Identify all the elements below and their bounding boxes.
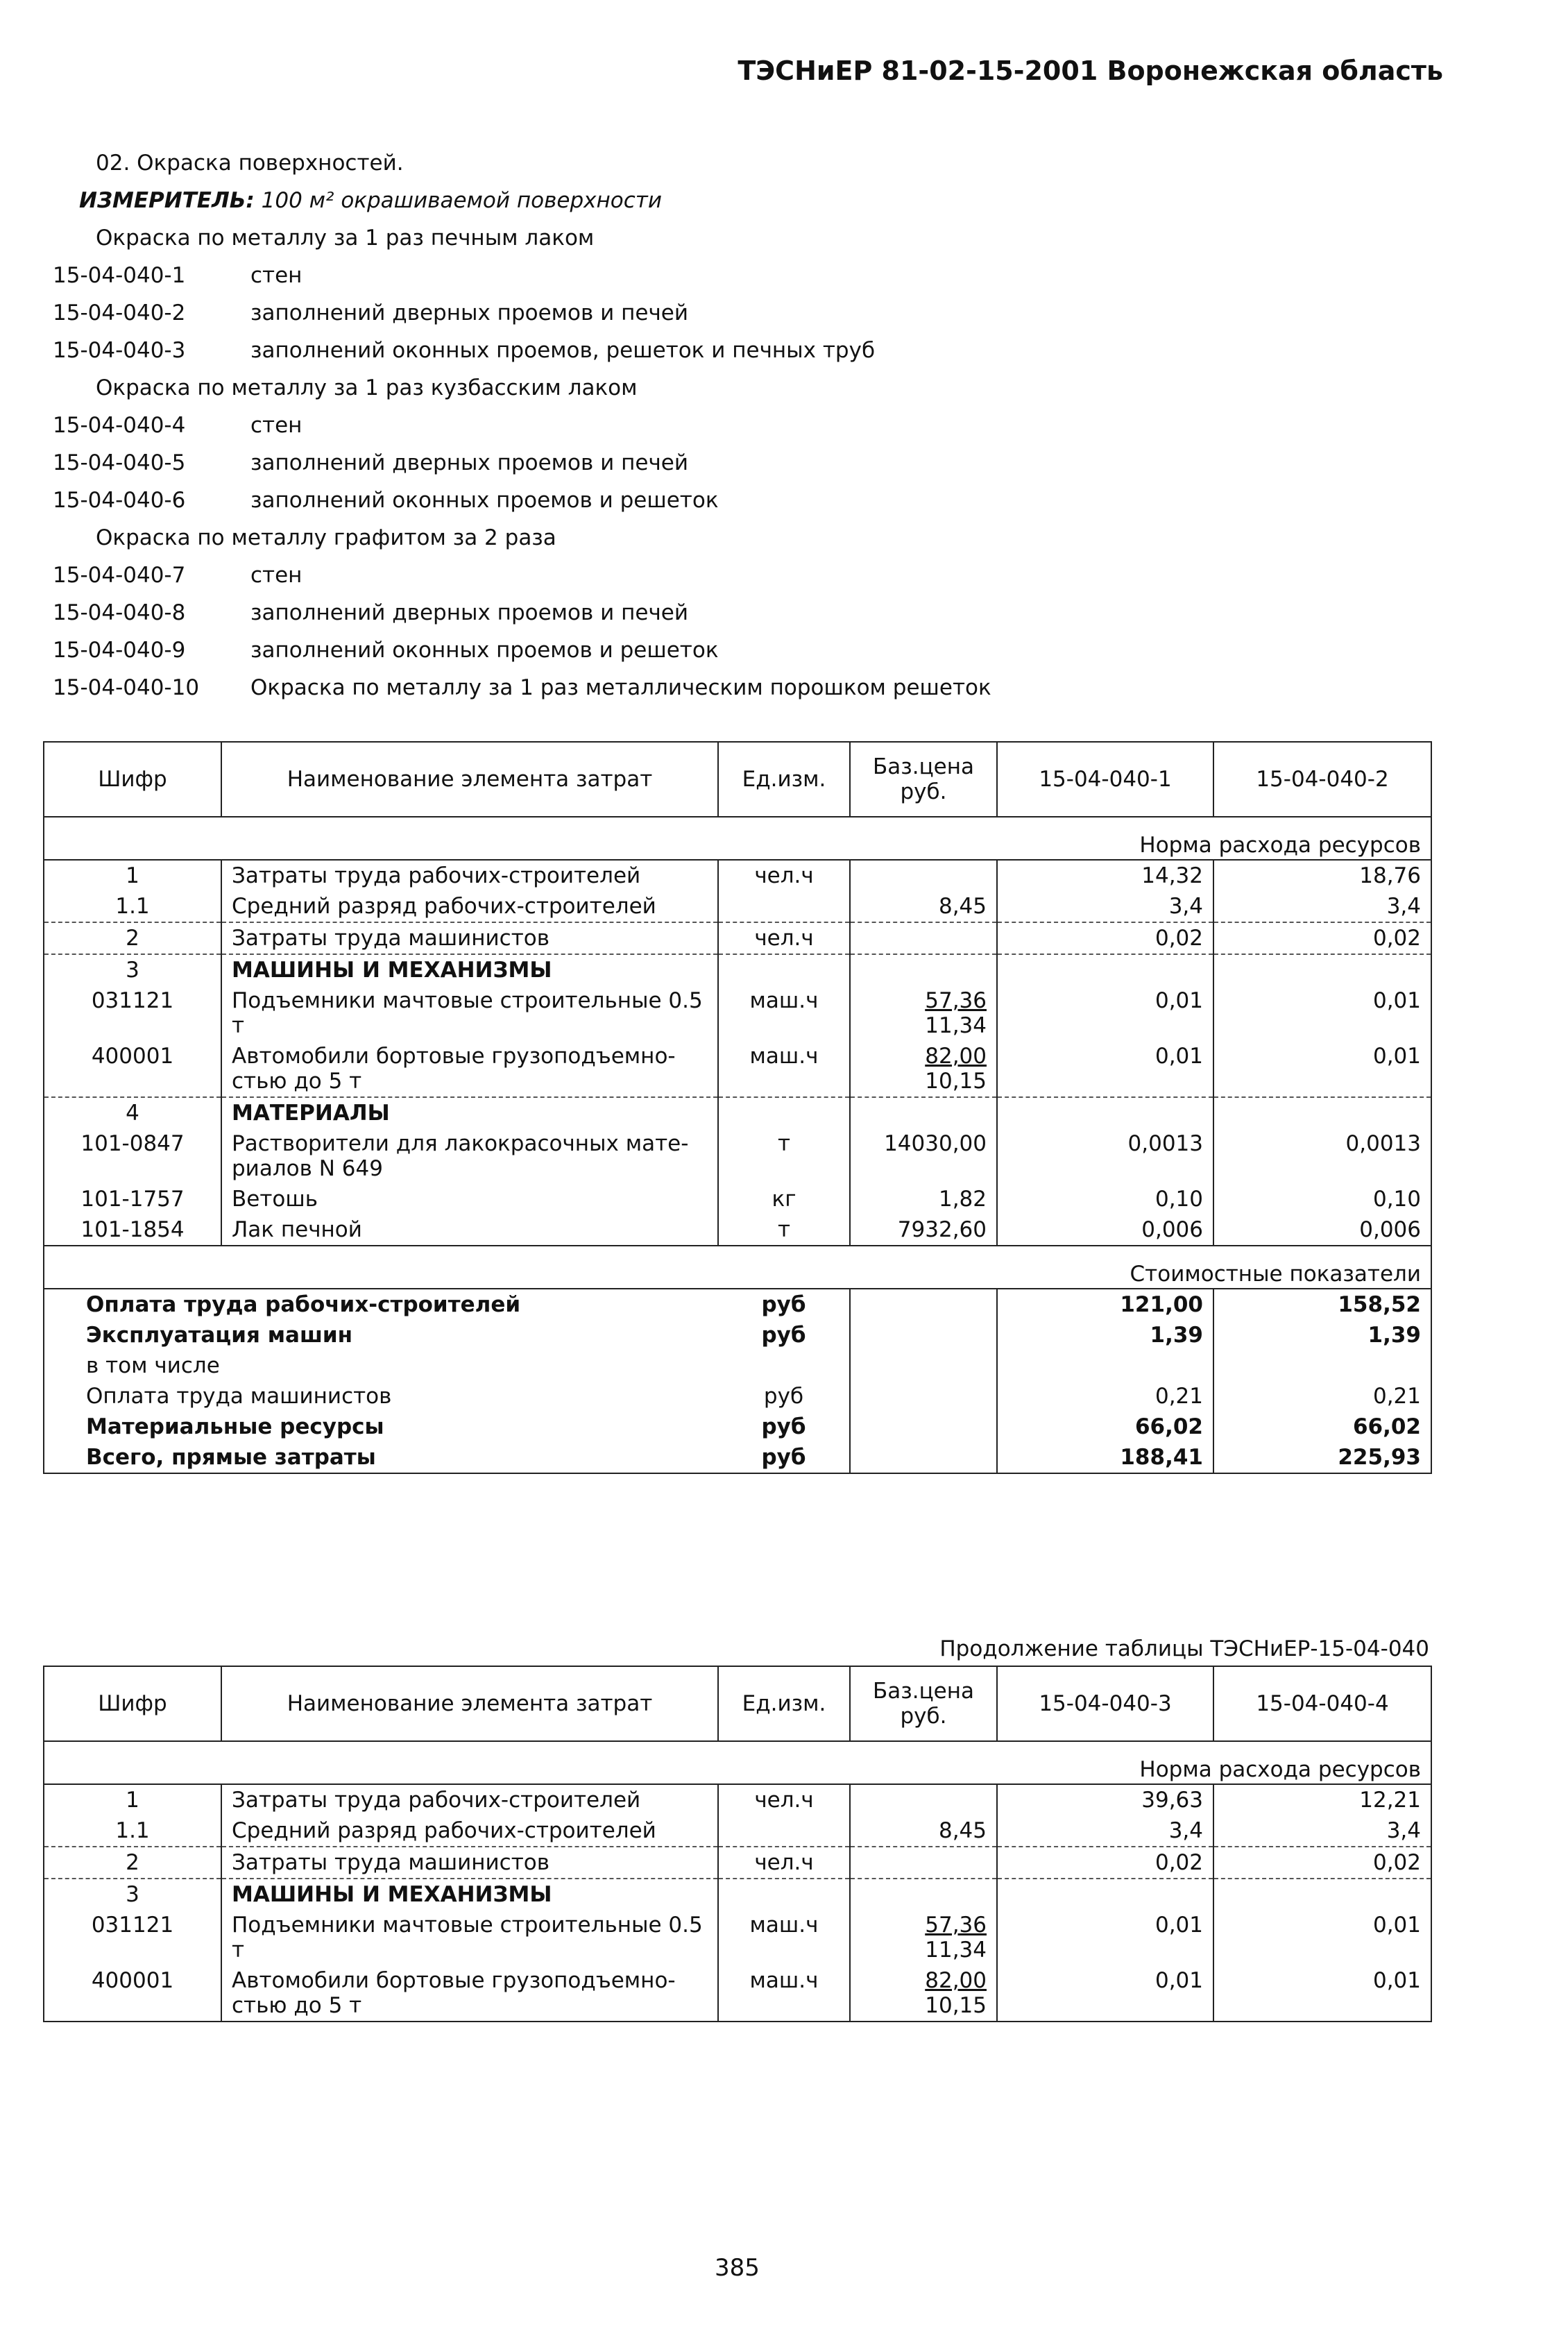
cell-value-1: 14,32: [997, 860, 1213, 891]
group-title: Окраска по металлу за 1 раз кузбасским лаком: [96, 375, 638, 400]
cell-value-2: 0,10: [1213, 1184, 1431, 1214]
cell-name: Подъемники мачтовые строительные 0.5 т: [221, 1910, 718, 1965]
cell-unit: чел.ч: [718, 860, 850, 891]
cell-value-2: [1213, 1097, 1431, 1128]
col-header-1: 15-04-040-1: [997, 742, 1213, 817]
item-code: 15-04-040-8: [53, 600, 186, 625]
cell-unit: т: [718, 1214, 850, 1246]
cost-row: [44, 1381, 1431, 1412]
list-item: [53, 482, 991, 519]
cell-code: 101-1757: [44, 1184, 221, 1214]
cost-unit: руб: [718, 1412, 850, 1442]
item-code: 15-04-040-3: [53, 338, 186, 363]
group-title: Окраска по металлу за 1 раз печным лаком: [96, 226, 595, 251]
norms-table-1: [43, 741, 1432, 1474]
price-sub: 10,15: [925, 1069, 987, 1094]
cost-name: Оплата труда машинистов: [44, 1381, 718, 1412]
cell-value-2: 0,01: [1213, 1041, 1431, 1097]
cell-code: 1: [44, 1784, 221, 1815]
cell-unit: [718, 1879, 850, 1910]
col-header-code: Шифр: [44, 742, 221, 817]
cell-price: [850, 1910, 997, 1965]
cell-value-2: 0,02: [1213, 922, 1431, 954]
cell-price: [850, 860, 997, 891]
col-header-unit: Ед.изм.: [718, 1666, 850, 1741]
cell-price: [850, 954, 997, 985]
measure-line: [53, 182, 991, 219]
cost-unit: руб: [718, 1320, 850, 1350]
cost-value-2: 225,93: [1213, 1442, 1431, 1473]
page-number: 385: [715, 2254, 760, 2282]
cell-code: 101-1854: [44, 1214, 221, 1246]
list-item: [53, 669, 991, 706]
cell-unit: [718, 954, 850, 985]
cost-value-1: 121,00: [997, 1289, 1213, 1320]
table-row: [44, 1910, 1431, 1965]
item-code: 15-04-040-10: [53, 675, 200, 700]
cell-price: 14030,00: [850, 1128, 997, 1184]
item-code: 15-04-040-4: [53, 413, 186, 438]
col-header-code: Шифр: [44, 1666, 221, 1741]
price-main: 57,36: [925, 988, 987, 1013]
list-item: [53, 294, 991, 332]
item-name: заполнений оконных проемов и решеток: [250, 488, 719, 513]
cost-name: Материальные ресурсы: [44, 1412, 718, 1442]
table-row: [44, 1965, 1431, 2022]
cost-name: Всего, прямые затраты: [44, 1442, 718, 1473]
price-main: 57,36: [925, 1913, 987, 1938]
cell-value-2: 0,0013: [1213, 1128, 1431, 1184]
page-header: ТЭСНиЕР 81-02-15-2001 Воронежская область: [738, 56, 1443, 86]
col-header-price: Баз.цена руб.: [850, 742, 997, 817]
cost-price: [850, 1442, 997, 1473]
intro-block: [53, 144, 991, 706]
cell-unit: маш.ч: [718, 1910, 850, 1965]
cell-unit: чел.ч: [718, 922, 850, 954]
table-row: [44, 922, 1431, 954]
item-code: 15-04-040-7: [53, 563, 186, 588]
cell-code: 400001: [44, 1965, 221, 2022]
item-code: 15-04-040-5: [53, 450, 186, 475]
cell-value-2: 0,01: [1213, 985, 1431, 1041]
cell-value-1: [997, 1097, 1213, 1128]
price-main: 82,00: [925, 1044, 987, 1069]
cost-name: Оплата труда рабочих-строителей: [44, 1289, 718, 1320]
cost-price: [850, 1381, 997, 1412]
cost-price: [850, 1320, 997, 1350]
cost-row: [44, 1412, 1431, 1442]
cell-value-2: [1213, 954, 1431, 985]
cell-value-2: 18,76: [1213, 860, 1431, 891]
table-row: [44, 954, 1431, 985]
cell-price: [850, 985, 997, 1041]
col-header-2: 15-04-040-4: [1213, 1666, 1431, 1741]
cell-unit: кг: [718, 1184, 850, 1214]
table-header-row: [44, 742, 1431, 817]
section-caption-row: [44, 1741, 1431, 1784]
cost-price: [850, 1412, 997, 1442]
cost-value-1: 0,21: [997, 1381, 1213, 1412]
cell-value-1: 39,63: [997, 1784, 1213, 1815]
table-row: [44, 985, 1431, 1041]
table-row: [44, 891, 1431, 922]
cost-value-1: 1,39: [997, 1320, 1213, 1350]
price-main: 82,00: [925, 1968, 987, 1993]
cell-price: [850, 1965, 997, 2022]
cell-unit: т: [718, 1128, 850, 1184]
cell-code: 4: [44, 1097, 221, 1128]
cost-unit: руб: [718, 1289, 850, 1320]
cost-value-1: 66,02: [997, 1412, 1213, 1442]
list-item: [53, 594, 991, 632]
cell-value-1: 0,02: [997, 922, 1213, 954]
item-name: заполнений дверных проемов и печей: [250, 450, 689, 475]
cost-value-2: [1213, 1350, 1431, 1381]
item-name: заполнений дверных проемов и печей: [250, 600, 689, 625]
cost-value-2: 1,39: [1213, 1320, 1431, 1350]
cell-code: 3: [44, 1879, 221, 1910]
table-row: [44, 1784, 1431, 1815]
norms-table-2: [43, 1666, 1432, 2022]
cell-value-1: 0,01: [997, 1910, 1213, 1965]
group-title: Окраска по металлу графитом за 2 раза: [96, 525, 556, 550]
item-code: 15-04-040-2: [53, 300, 186, 325]
cost-value-1: [997, 1350, 1213, 1381]
cell-name: Затраты труда рабочих-строителей: [221, 860, 718, 891]
table-row: [44, 1041, 1431, 1097]
cell-code: 031121: [44, 1910, 221, 1965]
cell-price: 8,45: [850, 1815, 997, 1847]
cost-row: [44, 1320, 1431, 1350]
cost-name: Эксплуатация машин: [44, 1320, 718, 1350]
cell-price: 8,45: [850, 891, 997, 922]
cell-value-1: 0,0013: [997, 1128, 1213, 1184]
cell-name: Автомобили бортовые грузоподъемно-стью до 5 т: [221, 1041, 718, 1097]
list-item: [53, 632, 991, 669]
table-row: [44, 1815, 1431, 1847]
measure-text: 100 м² окрашиваемой поверхности: [261, 188, 662, 213]
cost-unit: [718, 1350, 850, 1381]
cell-name: Автомобили бортовые грузоподъемно-стью до 5 т: [221, 1965, 718, 2022]
item-name: заполнений дверных проемов и печей: [250, 300, 689, 325]
section-caption-row: [44, 1246, 1431, 1289]
cell-value-1: 0,01: [997, 1965, 1213, 2022]
cell-value-2: 0,01: [1213, 1910, 1431, 1965]
cell-value-1: 0,01: [997, 985, 1213, 1041]
cell-value-2: 0,01: [1213, 1965, 1431, 2022]
cell-unit: [718, 1815, 850, 1847]
cell-code: 2: [44, 922, 221, 954]
cell-name: Затраты труда машинистов: [221, 1847, 718, 1879]
table-row: [44, 1847, 1431, 1879]
cell-price: [850, 1784, 997, 1815]
cell-code: 031121: [44, 985, 221, 1041]
cell-name: Растворители для лакокрасочных мате-риалов N 649: [221, 1128, 718, 1184]
cell-code: 1.1: [44, 891, 221, 922]
cell-code: 400001: [44, 1041, 221, 1097]
cell-name: МАШИНЫ И МЕХАНИЗМЫ: [221, 954, 718, 985]
cell-value-1: 0,10: [997, 1184, 1213, 1214]
item-code: 15-04-040-6: [53, 488, 186, 513]
cost-caption: Стоимостные показатели: [997, 1246, 1431, 1289]
list-item: [53, 407, 991, 444]
cell-name: Средний разряд рабочих-строителей: [221, 891, 718, 922]
cell-value-1: 0,02: [997, 1847, 1213, 1879]
col-header-name: Наименование элемента затрат: [221, 1666, 718, 1741]
item-name: стен: [250, 413, 302, 438]
list-item: [53, 257, 991, 294]
cell-name: Средний разряд рабочих-строителей: [221, 1815, 718, 1847]
table-row: [44, 860, 1431, 891]
cell-value-1: 3,4: [997, 891, 1213, 922]
cell-value-1: 0,006: [997, 1214, 1213, 1246]
cell-name: Лак печной: [221, 1214, 718, 1246]
cell-unit: маш.ч: [718, 985, 850, 1041]
table-row: [44, 1879, 1431, 1910]
cell-price: 7932,60: [850, 1214, 997, 1246]
col-header-unit: Ед.изм.: [718, 742, 850, 817]
cell-value-2: 0,006: [1213, 1214, 1431, 1246]
cell-price: [850, 1847, 997, 1879]
table-row: [44, 1214, 1431, 1246]
cell-price: [850, 1879, 997, 1910]
section-title: 02. Окраска поверхностей.: [96, 151, 404, 176]
cell-name: Подъемники мачтовые строительные 0.5 т: [221, 985, 718, 1041]
col-header-price: Баз.цена руб.: [850, 1666, 997, 1741]
cell-price: 1,82: [850, 1184, 997, 1214]
cost-row: [44, 1350, 1431, 1381]
item-name: заполнений оконных проемов и решеток: [250, 638, 719, 663]
cell-value-1: [997, 954, 1213, 985]
cell-price: [850, 1097, 997, 1128]
cell-code: 2: [44, 1847, 221, 1879]
cell-value-1: 0,01: [997, 1041, 1213, 1097]
cost-value-1: 188,41: [997, 1442, 1213, 1473]
cell-value-1: 3,4: [997, 1815, 1213, 1847]
cell-unit: маш.ч: [718, 1041, 850, 1097]
cost-value-2: 0,21: [1213, 1381, 1431, 1412]
table-row: [44, 1097, 1431, 1128]
cell-value-1: [997, 1879, 1213, 1910]
norm-caption: Норма расхода ресурсов: [997, 817, 1431, 860]
item-code: 15-04-040-1: [53, 263, 186, 288]
cell-value-2: 12,21: [1213, 1784, 1431, 1815]
cell-code: 101-0847: [44, 1128, 221, 1184]
price-sub: 10,15: [925, 1993, 987, 2018]
cell-value-2: 3,4: [1213, 891, 1431, 922]
cell-name: Ветошь: [221, 1184, 718, 1214]
price-sub: 11,34: [925, 1938, 987, 1963]
cell-value-2: 3,4: [1213, 1815, 1431, 1847]
cell-name: Затраты труда рабочих-строителей: [221, 1784, 718, 1815]
item-name: стен: [250, 263, 302, 288]
cell-price: [850, 1041, 997, 1097]
cell-unit: [718, 891, 850, 922]
cost-row: [44, 1289, 1431, 1320]
list-item: [53, 557, 991, 594]
cell-code: 3: [44, 954, 221, 985]
norm-caption: Норма расхода ресурсов: [997, 1741, 1431, 1784]
item-name: Окраска по металлу за 1 раз металлическим порошком решеток: [250, 675, 991, 700]
cost-name: в том числе: [44, 1350, 718, 1381]
cost-price: [850, 1289, 997, 1320]
item-name: стен: [250, 563, 302, 588]
cost-unit: руб: [718, 1442, 850, 1473]
cell-code: 1: [44, 860, 221, 891]
cell-name: Затраты труда машинистов: [221, 922, 718, 954]
cell-value-2: [1213, 1879, 1431, 1910]
cell-unit: чел.ч: [718, 1784, 850, 1815]
cost-unit: руб: [718, 1381, 850, 1412]
col-header-2: 15-04-040-2: [1213, 742, 1431, 817]
table-row: [44, 1128, 1431, 1184]
cell-name: МАТЕРИАЛЫ: [221, 1097, 718, 1128]
continuation-caption: Продолжение таблицы ТЭСНиЕР-15-04-040: [939, 1636, 1429, 1661]
cost-row: [44, 1442, 1431, 1473]
col-header-name: Наименование элемента затрат: [221, 742, 718, 817]
cost-value-2: 66,02: [1213, 1412, 1431, 1442]
cell-unit: чел.ч: [718, 1847, 850, 1879]
item-code: 15-04-040-9: [53, 638, 186, 663]
cost-value-2: 158,52: [1213, 1289, 1431, 1320]
cell-unit: маш.ч: [718, 1965, 850, 2022]
cell-price: [850, 922, 997, 954]
item-name: заполнений оконных проемов, решеток и печных труб: [250, 338, 876, 363]
list-item: [53, 444, 991, 482]
measure-label: ИЗМЕРИТЕЛЬ:: [79, 188, 255, 213]
price-sub: 11,34: [925, 1013, 987, 1038]
list-item: [53, 332, 991, 369]
section-caption-row: [44, 817, 1431, 860]
table-row: [44, 1184, 1431, 1214]
table-header-row: [44, 1666, 1431, 1741]
cell-code: 1.1: [44, 1815, 221, 1847]
col-header-1: 15-04-040-3: [997, 1666, 1213, 1741]
cell-unit: [718, 1097, 850, 1128]
cost-price: [850, 1350, 997, 1381]
cell-name: МАШИНЫ И МЕХАНИЗМЫ: [221, 1879, 718, 1910]
cell-value-2: 0,02: [1213, 1847, 1431, 1879]
